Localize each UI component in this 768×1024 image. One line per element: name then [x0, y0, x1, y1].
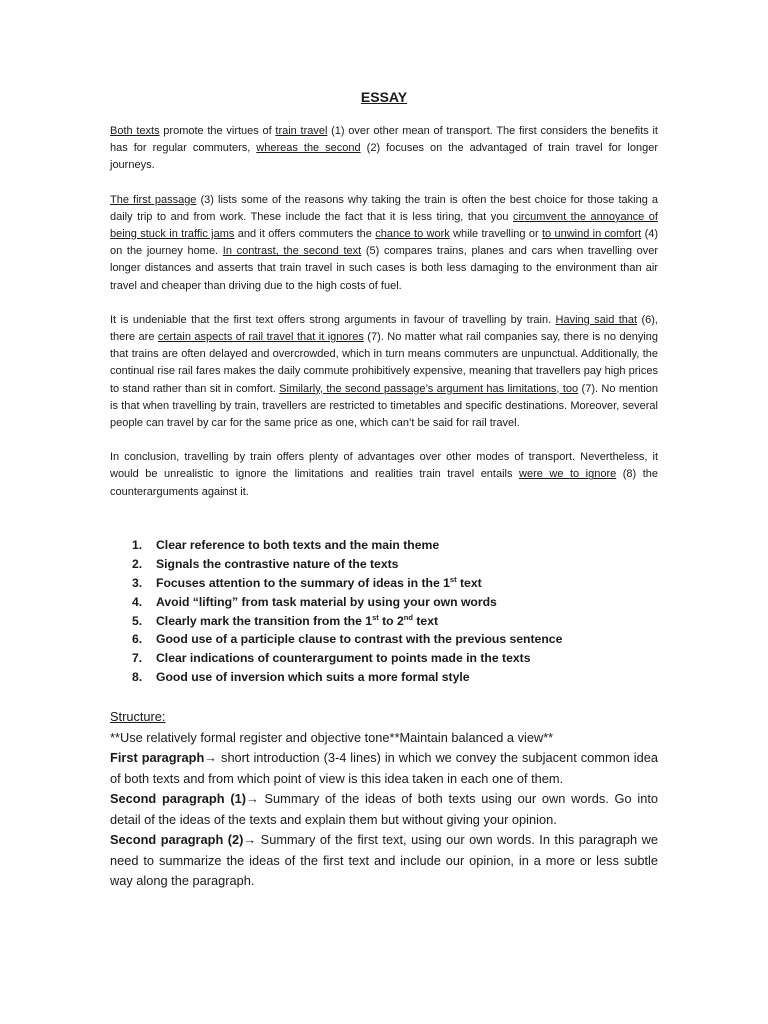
text-run: (7). No matter what rail companies say, there is no denying that trains are often delayed and overcrowded, which in turn means commuters are unpunctual. Additionally, the continual rise rail fares makes the daily commute prohibitively expensive, meaning that travellers pay high prices to stand rather than sit in comfort. — [110, 331, 659, 395]
text-run: (2) focuses on the advantaged of train travel for longer journeys. — [110, 142, 658, 172]
annotation-list — [110, 536, 658, 687]
list-item — [110, 574, 658, 593]
list-item-text: Signals the contrastive nature of the texts — [156, 556, 399, 571]
marked-phrase: circumvent the annoyance of being stuck in traffic jams — [110, 210, 658, 241]
list-item-text: Avoid “lifting” from task material by using your own words — [156, 594, 497, 609]
list-item-text: Clear indications of counterargument to points made in the texts — [156, 651, 531, 666]
superscript: st — [372, 612, 379, 622]
list-item-text: Clearly mark the transition from the 1 — [156, 613, 373, 628]
list-item-text: Focuses attention to the summary of ideas in the 1 — [156, 575, 450, 590]
list-number: 2. — [132, 556, 143, 571]
text-run: (7). No mention is that when travelling by train, travellers are restricted to timetables and specific destinations. Moreover, several people can travel by car for the same price as one, which can’t be said for rail travel. — [110, 382, 658, 430]
essay-paragraph-3 — [110, 312, 658, 432]
list-item-text: text — [456, 575, 482, 590]
text-run: (1) over other mean of transport. The first considers the benefits it has for regular commuters, — [110, 125, 658, 155]
list-item-text: Good use of inversion which suits a more formal style — [156, 670, 470, 685]
marked-phrase: to unwind in comfort — [541, 228, 642, 241]
list-number: 4. — [132, 594, 143, 609]
text-run: (3) lists some of the reasons why taking the train is often the best choice for those taking a daily trip to and from work. These include the fact that it is less tiring, that you — [110, 193, 659, 223]
marked-phrase: certain aspects of rail travel that it ignores — [157, 331, 364, 344]
guideline-text: Summary of the first text, using our own words. In this paragraph we need to summarize the ideas of the first text and include our opinion, in a more or less subtle way along the paragraph. — [110, 832, 658, 888]
list-item — [110, 630, 658, 649]
essay-title: ESSAY — [360, 89, 408, 105]
guideline-label: First paragraph — [110, 750, 205, 765]
essay-body — [110, 123, 658, 518]
marked-phrase: chance to work — [375, 228, 450, 241]
guideline-label: Second paragraph (1) — [110, 791, 246, 806]
marked-phrase: Similarly, the second passage’s argument has limitations, too — [279, 382, 579, 395]
text-run: (5) compares trains, planes and cars when travelling over longer distances and asserts that train travel in such cases is both less damaging to the environment than air travel and cheaper than driving due to the high costs of fuel. — [110, 245, 659, 292]
text-run: promote the virtues of — [159, 125, 276, 137]
guideline-text: Summary of the ideas of both texts using our own words. Go into detail of the ideas of the texts and explain them but without giving your opinion. — [110, 791, 658, 827]
structure-heading: Structure: — [110, 709, 166, 724]
text-run: and it offers commuters the — [234, 228, 376, 241]
second-paragraph-2-guideline — [110, 830, 658, 892]
list-item-text: Clear reference to both texts and the main theme — [156, 538, 440, 552]
guideline-text: short introduction (3-4 lines) in which we convey the subjacent common idea of both texts and from which point of view is this idea taken in each one of them. — [110, 750, 658, 786]
list-item — [110, 649, 658, 668]
first-paragraph-guideline — [110, 748, 658, 789]
text-run: In conclusion, travelling by train offers plenty of advantages over other modes of transport. Nevertheless, it would be unrealistic to ignore the limitations and realities train travel entails — [110, 451, 658, 481]
superscript: nd — [403, 612, 413, 622]
arrow-icon: → — [245, 791, 259, 806]
list-item — [110, 668, 658, 687]
essay-paragraph-2 — [110, 192, 658, 295]
second-paragraph-1-guideline — [110, 789, 658, 830]
list-item — [110, 612, 658, 631]
marked-phrase: train travel — [275, 125, 328, 137]
list-number: 7. — [132, 651, 143, 666]
list-number: 5. — [132, 613, 143, 628]
marked-phrase: Having said that — [555, 313, 638, 326]
marked-phrase: whereas the second — [256, 142, 361, 155]
text-run: (4) on the journey home. — [110, 228, 659, 258]
arrow-icon: → — [243, 832, 257, 847]
list-item-text: text — [412, 613, 439, 628]
structure-section — [110, 707, 658, 892]
superscript: st — [449, 574, 457, 584]
essay-paragraph-4 — [110, 449, 658, 501]
list-item-text: to 2 — [378, 613, 404, 628]
text-run: while travelling or — [449, 228, 542, 241]
text-run: (6), there are — [110, 313, 658, 344]
text-run: (8) the counterarguments against it. — [110, 468, 659, 498]
list-number: 8. — [132, 670, 143, 685]
arrow-icon: → — [204, 750, 218, 765]
marked-phrase: were we to ignore — [519, 468, 617, 481]
essay-paragraph-1 — [110, 123, 658, 175]
marked-phrase: In contrast, the second text — [222, 245, 362, 258]
list-item — [110, 593, 658, 612]
list-item — [110, 536, 658, 555]
text-run: It is undeniable that the first text offers strong arguments in favour of travelling by train. — [110, 313, 556, 326]
marked-phrase: Both texts — [110, 125, 160, 137]
list-item — [110, 555, 658, 574]
guideline-label: Second paragraph (2) — [110, 832, 244, 847]
list-number: 6. — [132, 632, 143, 647]
structure-note: **Use relatively formal register and objective tone**Maintain balanced a view** — [110, 729, 554, 745]
list-item-text: Good use of a participle clause to contrast with the previous sentence — [156, 632, 563, 647]
marked-phrase: The first passage — [110, 193, 197, 206]
list-number: 3. — [132, 575, 143, 590]
list-number: 1. — [132, 538, 143, 552]
